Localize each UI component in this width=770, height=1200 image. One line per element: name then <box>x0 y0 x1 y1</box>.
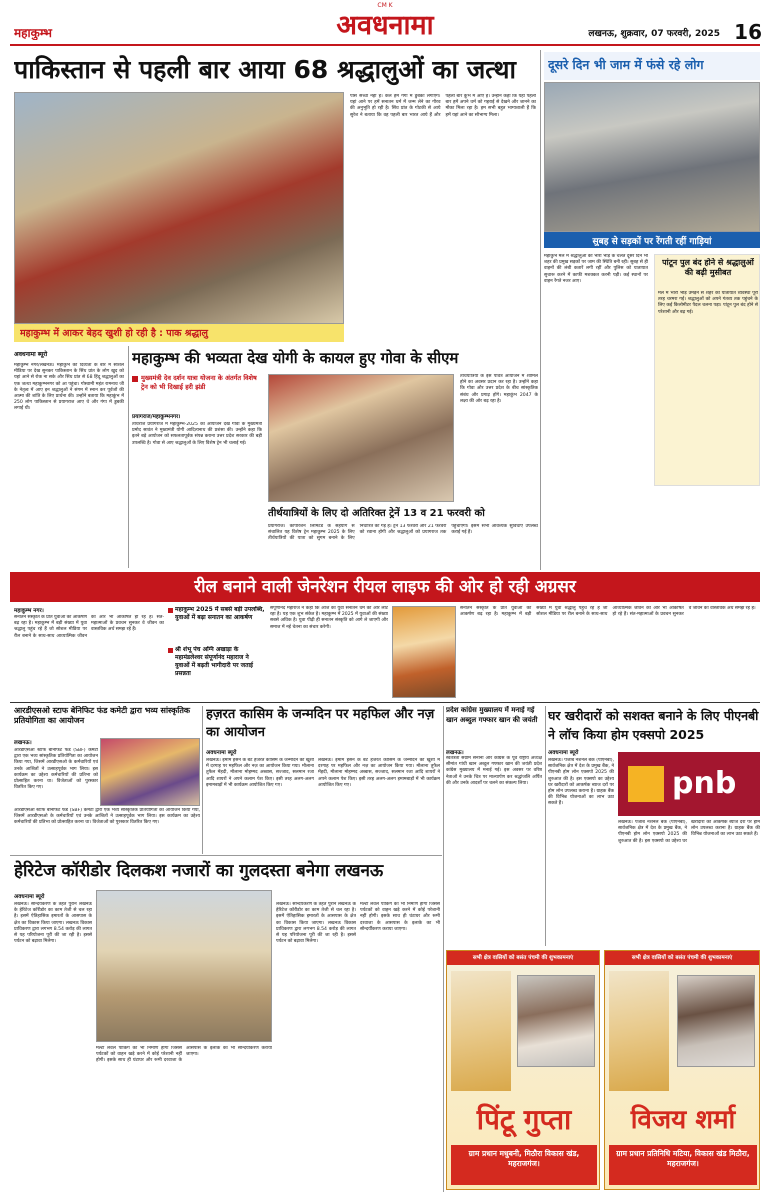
saraswati-image <box>451 971 511 1091</box>
logo <box>300 8 470 44</box>
qasim-headline: हज़रत कासिम के जन्मदिन पर महफिल और नज़ का आयोजन <box>206 707 435 740</box>
heritage-byline: अवधनामा ब्यूरो <box>14 894 45 900</box>
yogi-subhead: मुख्यमंत्री देव दर्शन यात्रा योजना के अंतर्गत विशेष ट्रेन को भी दिखाई हरी झंडी <box>141 374 257 391</box>
yogi-subhead-box <box>132 374 262 410</box>
congress-byline: लखनऊ। <box>446 750 464 756</box>
jam-body: महाकुंभ मेले में श्रद्धालुओं की भारी भीड़ के चलते दूसरे दिन भी शहर की प्रमुख सड़कों पर जाम की स्थिति बनी रही। सुबह से ही वाहनों की लंबी कतारें लगी रहीं और पुलिस को यातायात सुचारू करने में काफी मशक्कत करनी पड़ी। कई स्थानों पर वाहन रेंगते नजर आए। <box>544 254 648 284</box>
pontoon-body: मेले में भारी भीड़ उमड़ने से शहर की यातायात व्यवस्था पूरी तरह चरमरा गई। श्रद्धालुओं को अपने गंतव्य तक पहुंचने के लिए कई किलोमीटर पैदल चलना पड़ा। पांटून पुल बंद होने से परेशानी और बढ़ गई। <box>658 291 758 315</box>
column-rule <box>128 346 129 568</box>
ad-left-top: सभी क्षेत्र वासियों को बसंत पंचमी की शुभकामनाएं <box>472 955 574 961</box>
bullet-icon <box>168 608 173 613</box>
reel-body-2: संपूर्णानंद महाराज ने कहा कि आज का युवा सनातन धर्म की ओर लौट रहा है। यह एक शुभ संकेत है। महाकुम्भ में 2025 में युवाओं की संख्या सबसे अधिक है। युवा पीढ़ी ही सनातन संस्कृति को आगे ले जाएगी और समाज में नई चेतना का संचार करेगी। <box>270 606 388 630</box>
pnb-headline: घर खरीदारों को सशक्त बनाने के लिए पीएनबी ने लॉच किया होम एक्सपो 2025 <box>548 708 759 742</box>
congress-headline: प्रदेश कांग्रेस मुख्यालय में मनाई गई खान अब्दुल गफ्फार खान की जयंती <box>446 706 538 724</box>
reel-callouts <box>168 606 266 698</box>
reel-body-3: सनातन संस्कृति के प्रति युवाओं का आकर्षण बढ़ रहा है। महाकुम्भ में बड़ी संख्या में युवा श्रद्धालु पहुंच रहे हैं जो सोशल मीडिया पर रील बनाने के साथ-साथ आध्यात्मिक जीवन की ओर भी आकर्षित हो रहे हैं। संत-महात्माओं के प्रवचन सुनकर वे जीवन का वास्तविक अर्थ समझ रहे हैं। <box>460 606 756 618</box>
ad-left-name: पिंटू गुप्ता <box>476 1103 572 1136</box>
masthead <box>0 0 770 46</box>
reel-callout-1: महाकुम्भ 2025 में सबसे बड़ी उपलब्धि, युवाओं में बढ़ा सनातन का आकर्षण <box>175 606 265 621</box>
jam-caption: सुबह से सड़कों पर रेंगती रहीं गाड़ियां <box>592 237 712 246</box>
pnb-body: लखनऊ। पंजाब नेशनल बैंक (पीएनबी), सार्वजनिक क्षेत्र में देश के प्रमुख बैंक, ने पीएनबी होम लोन एक्सपो 2025 की शुरुआत की है। इस एक्सपो का उद्देश्य घर खरीदारों को आकर्षक ब्याज दरों पर होम लोन उपलब्ध कराना है। ग्राहक बैंक की विभिन्न योजनाओं का लाभ उठा सकते हैं। <box>548 758 614 807</box>
column-rule <box>443 706 444 1192</box>
masthead-rule <box>10 44 760 46</box>
ad-right-title: ग्राम प्रधान प्रतिनिधि मटिया, विकास खंड मिठौरा, महराजगंज। <box>616 1149 750 1168</box>
divider <box>10 855 442 856</box>
reel-body: सनातन संस्कृति के प्रति युवाओं का आकर्षण बढ़ रहा है। महाकुम्भ में बड़ी संख्या में युवा श्रद्धालु पहुंच रहे हैं जो सोशल मीडिया पर रील बनाने के साथ-साथ आध्यात्मिक जीवन की ओर भी आकर्षित हो रहे हैं। संत-महात्माओं के प्रवचन सुनकर वे जीवन का वास्तविक अर्थ समझ रहे हैं। <box>14 615 164 639</box>
pnb-byline: अवधनामा ब्यूरो <box>548 750 579 756</box>
cmyk-mark: CM K <box>377 2 393 9</box>
sbf-byline: लखनऊ। <box>14 740 32 746</box>
section-label: महाकुम्भ <box>14 26 52 40</box>
heritage-body: लखनऊ। सौन्दर्यकरण के तहत पुराने लखनऊ के हेरिटेज कॉरीडोर का काम तेजी से चल रहा है। इसमें ऐतिहासिक इमारतों के आसपास के क्षेत्र का विकास किया जाएगा। लखनऊ विकास प्राधिकरण द्वारा लगभग 8.54 करोड़ की लागत से यह परियोजना पूरी की जा रही है। इससे पर्यटन को बढ़ावा मिलेगा। <box>14 902 92 945</box>
story1-caption-bar <box>14 324 344 342</box>
column-rule <box>545 706 546 946</box>
pontoon-sidebar <box>654 254 760 486</box>
greeting-ad-right <box>604 950 760 1190</box>
story1-caption: महाकुम्भ में आकर बेहद खुशी हो रही है : पाक श्रद्धालु <box>20 328 208 339</box>
column-rule <box>202 706 203 854</box>
jam-headline: दूसरे दिन भी जाम में फंसे रहे लोग <box>548 57 704 72</box>
yogi-body: तीर्थराज प्रयागराज में महाकुम्भ-2025 का आयोजन देख गोवा के मुख्यमंत्री प्रमोद सावंत ने मुख्यमंत्री योगी आदित्यनाथ की प्रशंसा की। उन्होंने कहा कि इतने बड़े आयोजन को सफलतापूर्वक संपन्न कराना उत्तर प्रदेश सरकार की बड़ी उपलब्धि है। गोवा से आए श्रद्धालुओं के लिए विशेष ट्रेन भी चलाई गई। <box>132 422 262 446</box>
yogi-byline: प्रयागराज/महाकुम्भनगर। <box>132 414 181 420</box>
sbf-photo <box>100 738 200 806</box>
goa-cm-photo <box>268 374 454 502</box>
bullet-icon <box>132 376 138 382</box>
ad-left-top-bar <box>447 951 599 965</box>
heritage-headline: हेरिटेज कॉरीडोर दिलकश नजारों का गुलदस्ता बनेगा लखनऊ <box>14 861 384 881</box>
jam-headline-box <box>544 52 760 80</box>
pnb-logo-text: pnb <box>672 766 737 801</box>
bullet-icon <box>168 648 173 653</box>
sbf-body: आरडीएसओ स्टाफ बेनिफिट फंड (SBF) कमेटी द्वारा एक भव्य सांस्कृतिक प्रतियोगिता का आयोजन किया गया, जिसमें आरडीएसओ के कर्मचारियों एवं उनके आश्रितों ने उत्साहपूर्वक भाग लिया। इस कार्यक्रम का उद्देश्य कर्मचारियों की प्रतिभा को प्रोत्साहित करना था। विजेताओं को पुरस्कार वितरित किए गए। <box>14 748 98 791</box>
qasim-byline: अवधनामा ब्यूरो <box>206 750 237 756</box>
pnb-logo-icon <box>628 766 664 802</box>
logo-text: अवधनामा <box>336 10 434 41</box>
story1-body-left: महाकुम्भ नगर/लखनऊ। महाकुंभ की दिव्यता के बारे में सोशल मीडिया पर देख सुनकर पाकिस्तान के सिंध प्रांत के लोग खुद को यहां आने से रोक ना सके और सिंध प्रांत से 68 हिंदू श्रद्धालुओं का एक जत्था महाकुम्भनगर को आ पहुंचा। गोस्वामी महंत रामनाथ जी के नेतृत्व में आए इन श्रद्धालुओं ने संगम में स्नान कर पूर्वजों की आत्मा की शांति के लिए प्रार्थना की। उन्होंने बताया कि महाकुंभ में 250 लोग पाकिस्तान से प्रयागराज आए थे और गंगा में डुबकी लगाई थी। <box>14 363 124 412</box>
pnb-logo-box <box>618 752 760 816</box>
yogi-headline: महाकुम्भ की भव्यता देख योगी के कायल हुए गोवा के सीएम <box>132 349 459 367</box>
story1-byline: अवधनामा ब्यूरो <box>14 351 48 358</box>
ad-right-top: सभी क्षेत्र वासियों को बसंत पंचमी की शुभकामनाएं <box>631 955 733 961</box>
pontoon-headline: पांटून पुल बंद होने से श्रद्धालुओं की बढ़ी मुसीबत <box>662 258 754 277</box>
yogi-body-right: तीर्थयात्रियों के इस पवित्र आयोजन में शामिल होने का अवसर प्रदान कर रहा है। उन्होंने कहा कि गोवा और उत्तर प्रदेश के बीच सांस्कृतिक संबंध और प्रगाढ़ होंगे। महाकुंभ 2047 के लक्ष्य की ओर बढ़ रहा है। <box>460 374 538 404</box>
pakistani-pilgrims-photo <box>14 92 344 324</box>
saraswati-image <box>609 971 669 1091</box>
heritage-body-3: लखनऊ। सौन्दर्यकरण के तहत पुराने लखनऊ के हेरिटेज कॉरीडोर का काम तेजी से चल रहा है। इसमें ऐतिहासिक इमारतों के आसपास के क्षेत्र का विकास किया जाएगा। लखनऊ विकास प्राधिकरण द्वारा लगभग 8.54 करोड़ की लागत से यह परियोजना पूरी की जा रही है। इससे पर्यटन को बढ़ावा मिलेगा। <box>276 902 356 945</box>
reel-callout-2: श्री शंभू पंच अग्नि अखाड़ा के महामंडलेश्वर संपूर्णानंद महाराज ने युवाओं में बढ़ती भागीदारी पर जताई प्रसन्नता <box>175 646 253 677</box>
story1-headline: पाकिस्तान से पहली बार आया 68 श्रद्धालुओं का जत्था <box>14 55 516 84</box>
dateline: लखनऊ, शुक्रवार, 07 फरवरी, 2025 <box>588 29 720 39</box>
pnb-body-2: लखनऊ। पंजाब नेशनल बैंक (पीएनबी), सार्वजनिक क्षेत्र में देश के प्रमुख बैंक, ने पीएनबी होम लोन एक्सपो 2025 की शुरुआत की है। इस एक्सपो का उद्देश्य घर खरीदारों को आकर्षक ब्याज दरों पर होम लोन उपलब्ध कराना है। ग्राहक बैंक की विभिन्न योजनाओं का लाभ उठा सकते हैं। <box>618 820 760 844</box>
ad-left-title-box <box>451 1145 597 1185</box>
ad-left-title: ग्राम प्रधान मधुबनी, मिठौरा विकास खंड, महराजगंज। <box>468 1149 580 1168</box>
reel-banner-headline: रील बनाने वाली जेनरेशन रीयल लाइफ की ओर हो रही अग्रसर <box>194 577 576 597</box>
reel-banner <box>10 572 760 602</box>
heritage-body-2: मल्टी लेवल पार्किंग का भी निर्माण होगा जिससे पर्यटकों को वाहन खड़े करने में कोई परेशानी नहीं होगी। इसके साथ ही घंटाघर और रूमी दरवाजा के आसपास के इलाके का भी सौन्दर्यीकरण कराया जाएगा। <box>96 1046 272 1064</box>
traffic-jam-photo <box>544 82 760 232</box>
heritage-body-4: मल्टी लेवल पार्किंग का भी निर्माण होगा जिससे पर्यटकों को वाहन खड़े करने में कोई परेशानी नहीं होगी। इसके साथ ही घंटाघर और रूमी दरवाजा के आसपास के इलाके का भी सौन्दर्यीकरण कराया जाएगा। <box>360 902 440 932</box>
trains-body: प्रयागराज। कॉर्पोरेशन लिमिटेड के सहयोग से संचालित यह विशेष ट्रेन महाकुम्भ 2025 के लिए तीर्थयात्रियों की यात्रा को सुगम बनाने के लिए निर्धारित की गई है। ट्रेन 13 फरवरी और 21 फरवरी को रवाना होगी और श्रद्धालुओं को प्रयागराज तक पहुंचाएगी। इसमें सभी आवश्यक सुविधाएं उपलब्ध कराई गई हैं। <box>268 524 538 542</box>
greeting-ad-left <box>446 950 600 1190</box>
qasim-body: लखनऊ। इमाम हसन के बेटे हजरत कासिम के जन्मदिन की खुशी में दरगाह पर महफिल और नज़ का आयोजन किया गया। मौलाना तुफैल मेंहदी, मौलाना मोहम्मद अब्बास, सज्जाद, सलमान रजा आदि शायरों ने अपने कलाम पेश किए। इसी तरह अलग-अलग इमामबाड़ों में भी कार्यक्रम आयोजित किए गए। <box>206 758 314 788</box>
divider <box>10 702 760 703</box>
ad-right-name: विजय शर्मा <box>630 1105 736 1135</box>
qasim-body-2: लखनऊ। इमाम हसन के बेटे हजरत कासिम के जन्मदिन की खुशी में दरगाह पर महफिल और नज़ का आयोजन किया गया। मौलाना तुफैल मेंहदी, मौलाना मोहम्मद अब्बास, सज्जाद, सलमान रजा आदि शायरों ने अपने कलाम पेश किए। इसी तरह अलग-अलग इमामबाड़ों में भी कार्यक्रम आयोजित किए गए। <box>318 758 440 788</box>
trains-headline: तीर्थयात्रियों के लिए दो अतिरिक्त ट्रेनें 13 व 21 फरवरी को <box>268 508 485 519</box>
ad-right-top-bar <box>605 951 759 965</box>
saint-photo <box>392 606 456 698</box>
candidate-photo-left <box>517 975 595 1067</box>
column-rule <box>540 50 541 570</box>
page-number: 16 <box>734 20 762 44</box>
candidate-photo-right <box>677 975 755 1067</box>
reel-byline: महाकुम्भ नगर। <box>14 608 44 614</box>
heritage-building-photo <box>96 890 272 1042</box>
ad-right-title-box <box>609 1145 757 1185</box>
sbf-headline: आरडीएसओ स्टाफ बेनिफिट फंड कमेटी द्वारा भव्य सांस्कृतिक प्रतियोगिता का आयोजन <box>14 706 191 725</box>
jam-caption-bar <box>544 232 760 248</box>
story1-body-right: पास सच्चा नहीं है। कल हम गंगा में डुबकी लगाएंगे। यहां आने पर हमें सनातन धर्म में जन्म लेने का गौरव की अनुभूति हो रही है। सिंध प्रांत के गोटकी से आये सुरेश ने बताया कि वह पहली बार भारत आये हैं और पहली बार कुंभ में आए हैं। उन्होंने कहा कि यहां पहली बार हमें अपने धर्म को गहराई से देखने और जानने का मौका मिला रहा है। हम सभी बहुत भाग्यशाली हैं कि हमें यहां आने का सौभाग्य मिला। <box>350 94 536 118</box>
congress-body: स्वतंत्रता संग्राम सेनानी और कांग्रेस के पूर्व राष्ट्रीय अध्यक्ष सीमांत गांधी खान अब्दुल गफ्फार खान की जयंती प्रदेश कांग्रेस मुख्यालय में मनाई गई। इस अवसर पर वरिष्ठ नेताओं ने उनके चित्र पर माल्यार्पण कर श्रद्धांजलि अर्पित की और उनके आदर्शों पर चलने का संकल्प लिया। <box>446 756 542 786</box>
sbf-body-2: आरडीएसओ स्टाफ बेनिफिट फंड (SBF) कमेटी द्वारा एक भव्य सांस्कृतिक प्रतियोगिता का आयोजन किया गया, जिसमें आरडीएसओ के कर्मचारियों एवं उनके आश्रितों ने उत्साहपूर्वक भाग लिया। इस कार्यक्रम का उद्देश्य कर्मचारियों की प्रतिभा को प्रोत्साहित करना था। विजेताओं को पुरस्कार वितरित किए गए। <box>14 808 200 826</box>
